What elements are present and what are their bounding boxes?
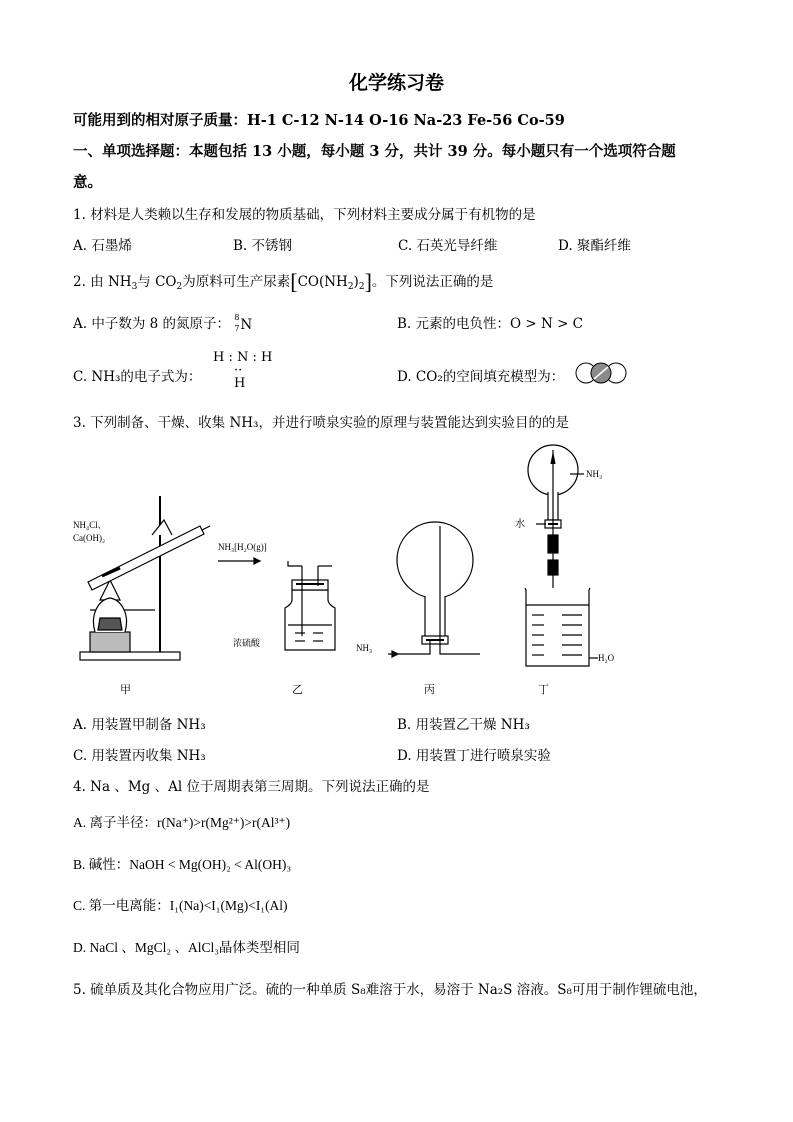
q3-option-d: D. 用装置丁进行喷泉实验: [397, 748, 551, 764]
q3-option-c: C. 用装置丙收集 NH₃: [73, 748, 206, 764]
q5-stem: 5. 硫单质及其化合物应用广泛。硫的一种单质 S₈难溶于水，易溶于 Na₂S 溶液。S₈可用于制作锂硫电池，: [73, 982, 707, 998]
q4-option-b: B. 碱性：NaOH < Mg(OH)₂ < Al(OH)₃: [73, 857, 292, 872]
fig-reagent-2: Ca(OH)₂: [73, 533, 106, 543]
fig-nh3-in: NH₃: [356, 643, 373, 653]
q1-option-d: D. 聚酯纤维: [558, 238, 631, 254]
fig-gas-in: NH₃[H₂O(g)]: [218, 542, 267, 552]
q3-stem: 3. 下列制备、干燥、收集 NH₃，并进行喷泉实验的原理与装置能达到实验目的的是: [73, 415, 569, 431]
q4-stem: 4. Na 、Mg 、Al 位于周期表第三周期。下列说法正确的是: [73, 779, 430, 795]
q2-option-c: C. NH₃的电子式为：: [73, 369, 202, 385]
fig-label-bing: 丙: [424, 684, 435, 696]
atomic-masses: 可能用到的相对原子质量：H-1 C-12 N-14 O-16 Na-23 Fe-56 Co-59: [73, 112, 565, 129]
q1-stem: 1. 材料是人类赖以生存和发展的物质基础，下列材料主要成分属于有机物的是: [73, 207, 536, 223]
fig-nh3-flask: NH₃: [586, 469, 603, 479]
q3-option-b: B. 用装置乙干燥 NH₃: [397, 717, 530, 733]
q2-option-b: B. 元素的电负性：O > N > C: [397, 316, 584, 332]
q4-option-d: D. NaCl 、MgCl₂ 、AlCl₃晶体类型相同: [73, 940, 300, 955]
q2-option-d: D. CO₂的空间填充模型为：: [397, 369, 565, 385]
q3-apparatus-figure: [70, 440, 670, 705]
fig-label-yi: 乙: [292, 684, 303, 696]
co2-space-filling-model: [574, 361, 630, 385]
q2-stem: 2. 由 $NH_3$与 $CO_2$为原料可生产尿素$[CO(NH_2)_2]$。下列说法正确的是: [73, 269, 494, 294]
fig-water: 水: [515, 519, 525, 530]
q1-option-c: C. 石英光导纤维: [398, 238, 498, 254]
page-title: 化学练习卷: [348, 72, 444, 94]
fig-reagent-1: NH₄Cl、: [73, 520, 107, 530]
q3-option-a: A. 用装置甲制备 NH₃: [73, 717, 206, 733]
section1-line2: 意。: [73, 174, 102, 191]
apparatus-yi: [218, 558, 335, 650]
fig-label-ding: 丁: [538, 684, 549, 696]
nh3-electron-formula: H : N : H ·· H: [213, 350, 273, 391]
fig-label-jia: 甲: [120, 684, 131, 696]
fig-acid: 浓硫酸: [233, 638, 261, 648]
fig-h2o: H₂O: [598, 653, 615, 663]
q2-option-a: A. 中子数为 8 的氮原子： 8 7 N: [73, 313, 253, 333]
q1-option-a: A. 石墨烯: [73, 238, 132, 254]
q4-option-a: A. 离子半径：r(Na⁺)>r(Mg²⁺)>r(Al³⁺): [73, 815, 291, 830]
section1-line1: 一、单项选择题：本题包括 13 小题，每小题 3 分，共计 39 分。每小题只有一个选项符合题: [73, 143, 676, 160]
q1-option-b: B. 不锈钢: [233, 238, 293, 254]
q4-option-c: C. 第一电离能：I₁(Na)<I₁(Mg)<I₁(Al): [73, 898, 288, 913]
apparatus-bing: [388, 522, 480, 657]
